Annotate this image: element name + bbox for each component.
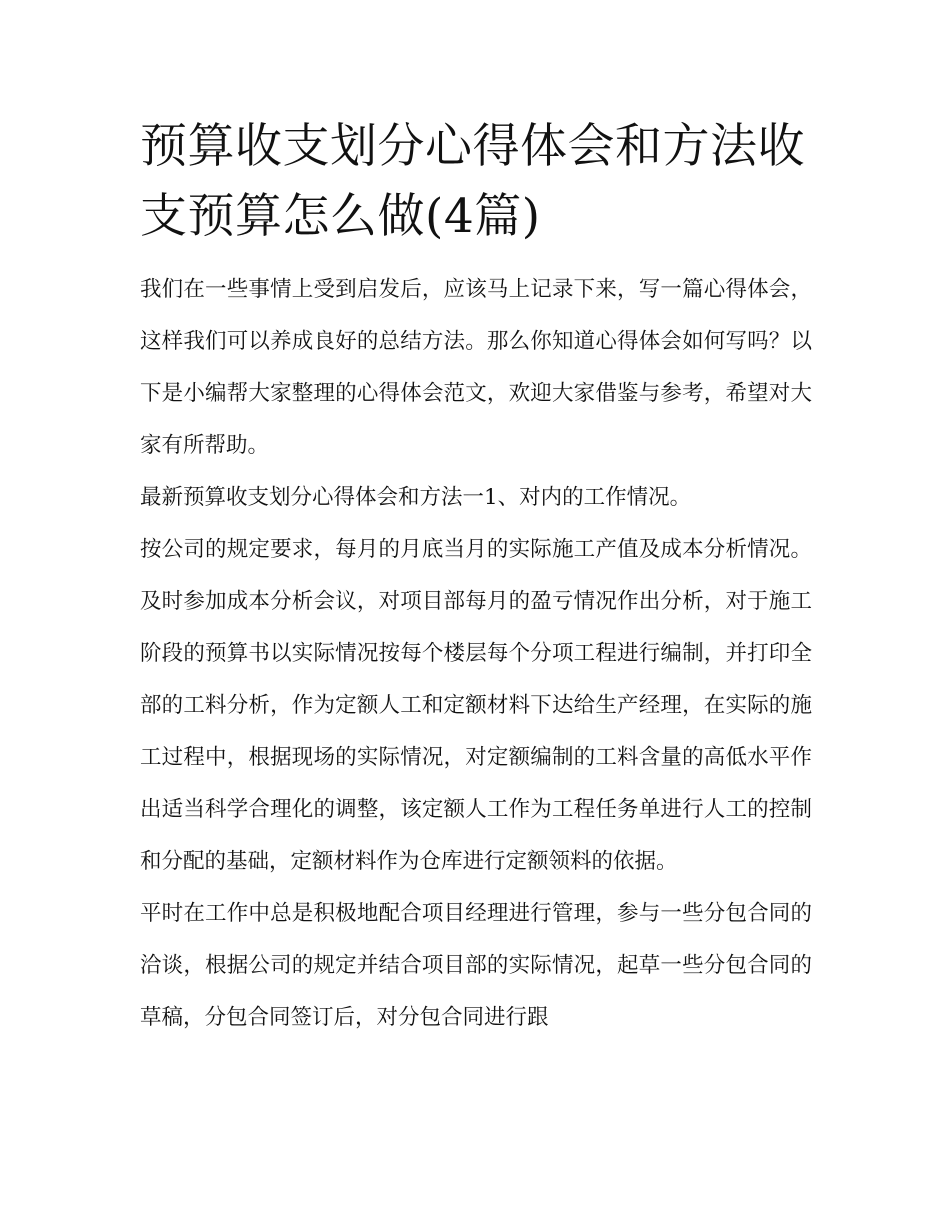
- body-paragraph: 平时在工作中总是积极地配合项目经理进行管理，参与一些分包合同的洽谈，根据公司的规定并结合项目部的实际情况，起草一些分包合同的草稿，分包合同签订后，对分包合同进行跟: [140, 901, 812, 1030]
- body-paragraph: 按公司的规定要求，每月的月底当月的实际施工产值及成本分析情况。及时参加成本分析会议，对项目部每月的盈亏情况作出分析，对于施工阶段的预算书以实际情况按每个楼层每个分项工程进行编制，并打印全部的工料分析，作为定额人工和定额材料下达给生产经理，在实际的施工过程中，根据现场的实际情况，对定额编制的工料含量的高低水平作出适当科学合理化的调整，该定额人工作为工程任务单进行人工的控制和分配的基础，定额材料作为仓库进行定额领料的依据。: [140, 537, 812, 874]
- section-heading-paragraph: 最新预算收支划分心得体会和方法一1、对内的工作情况。: [140, 485, 692, 510]
- document-body: [140, 112, 812, 1044]
- intro-paragraph: 我们在一些事情上受到启发后，应该马上记录下来，写一篇心得体会，这样我们可以养成良好的总结方法。那么你知道心得体会如何写吗？以下是小编帮大家整理的心得体会范文，欢迎大家借鉴与参考，希望对大家有所帮助。: [140, 277, 812, 458]
- document-title: 预算收支划分心得体会和方法收支预算怎么做(4篇): [140, 119, 805, 244]
